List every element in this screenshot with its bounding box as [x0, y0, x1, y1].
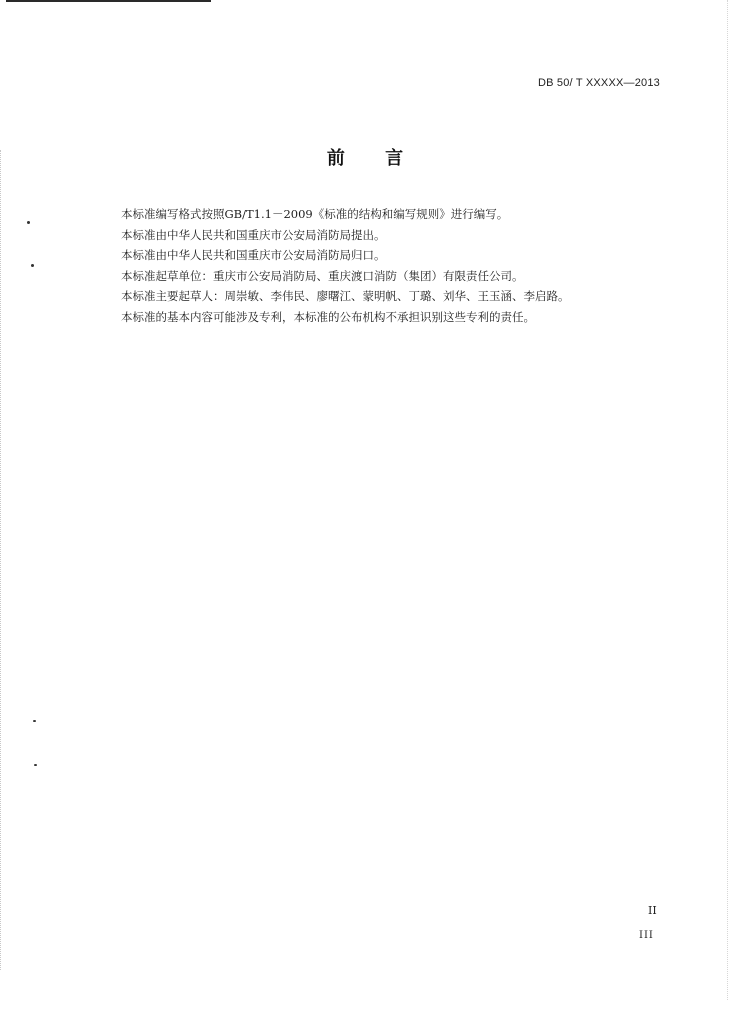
paragraph-drafting-units: 本标准起草单位：重庆市公安局消防局、重庆渡口消防（集团）有限责任公司。	[121, 268, 524, 283]
scan-dot	[33, 720, 36, 722]
document-code: DB 50/ T XXXXX—2013	[537, 77, 660, 89]
page-number: III	[639, 930, 654, 941]
scan-edge-speckles-left	[0, 150, 5, 970]
scan-dot	[27, 221, 30, 224]
foreword-body	[121, 204, 681, 327]
page-mark: II	[648, 904, 657, 917]
paragraph-patent-notice: 本标准的基本内容可能涉及专利，本标准的公布机构不承担识别这些专利的责任。	[121, 309, 535, 324]
paragraph-format: 本标准编写格式按照GB/T1.1－2009《标准的结构和编写规则》进行编写。	[121, 207, 509, 221]
paragraph-proposer: 本标准由中华人民共和国重庆市公安局消防局提出。	[121, 227, 386, 242]
scan-dot	[34, 764, 37, 766]
top-rule-line	[6, 0, 211, 2]
page-title: 前 言	[326, 148, 421, 169]
paragraph-administrator: 本标准由中华人民共和国重庆市公安局消防局归口。	[121, 248, 386, 262]
paragraph-drafters: 本标准主要起草人：周崇敏、李伟民、廖曙江、蒙明帆、丁璐、刘华、王玉涵、李启路。	[121, 289, 570, 303]
scan-dot	[31, 264, 34, 267]
